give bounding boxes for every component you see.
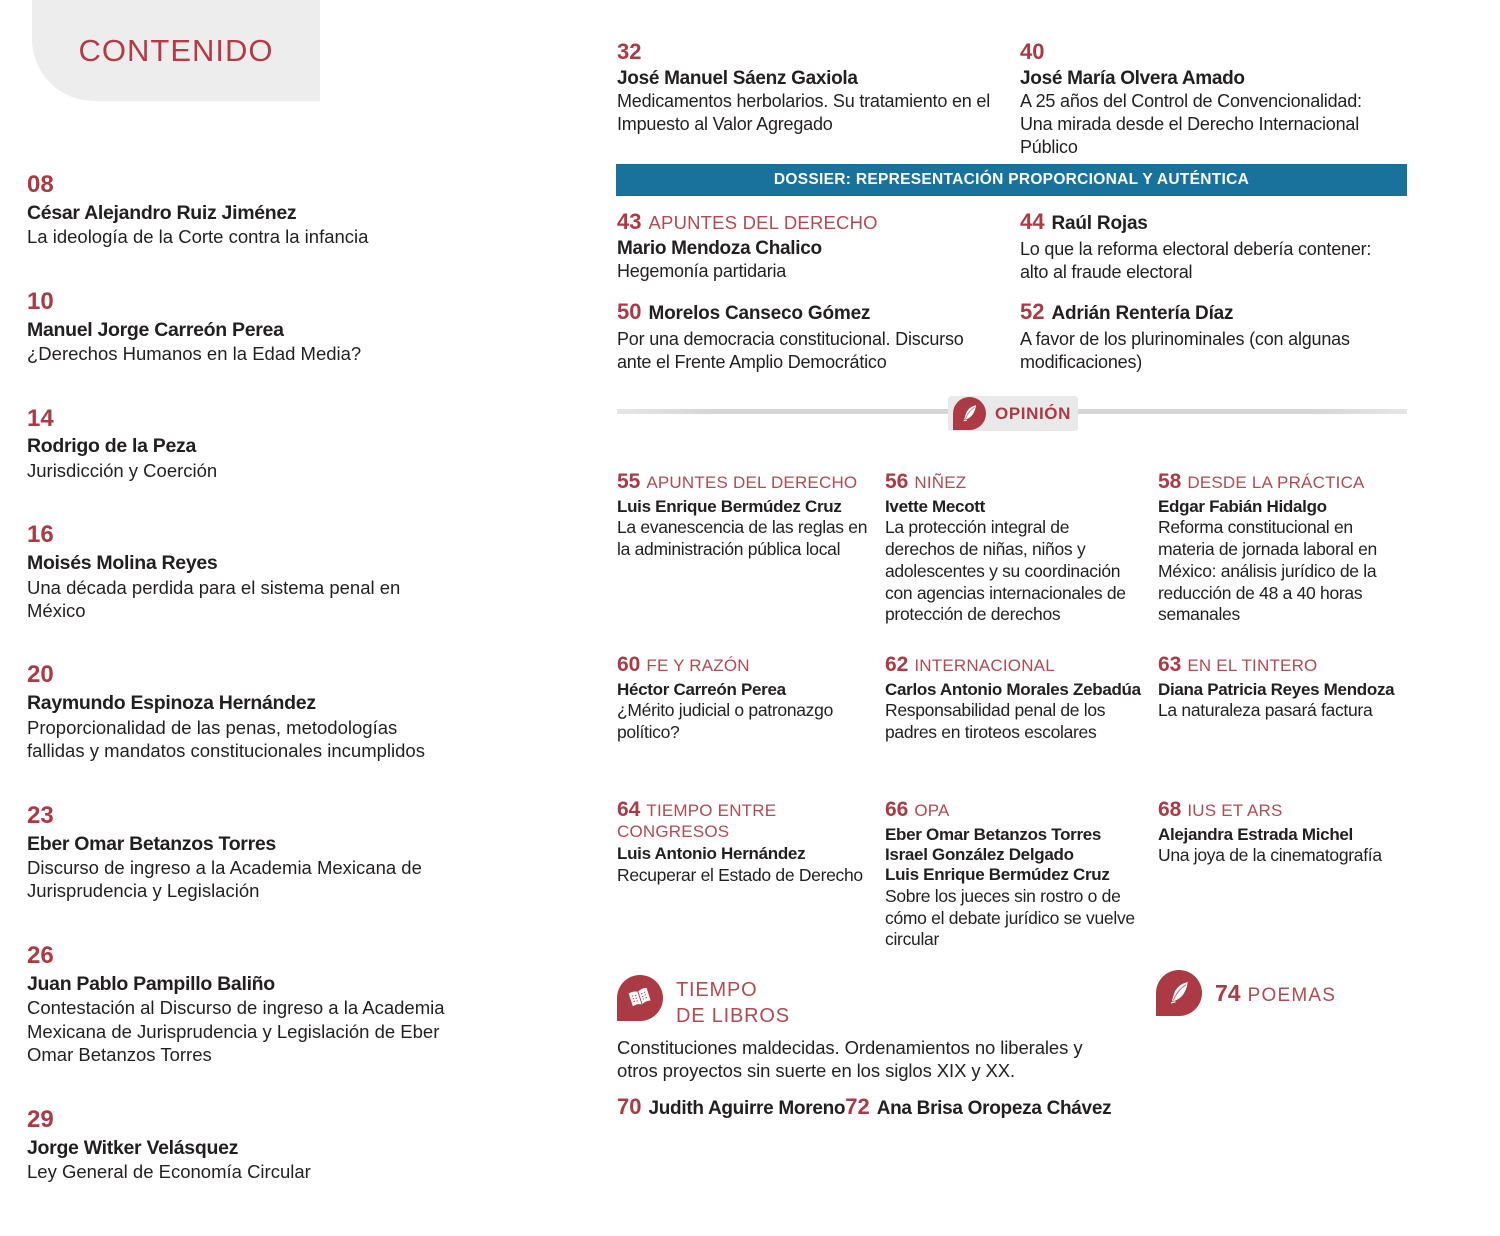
opinion-label: OPINIÓN <box>995 403 1071 423</box>
toc-entry <box>27 803 459 903</box>
opinion-row-2 <box>617 653 1412 744</box>
entry-author: Alejandra Estrada Michel <box>1158 824 1353 844</box>
entry-author: Morelos Canseco Gómez <box>648 303 871 325</box>
entry-head <box>617 653 885 677</box>
entry-head <box>1158 798 1412 822</box>
entry-author: Judith Aguirre Moreno <box>648 1097 846 1119</box>
entry-author: José María Olvera Amado <box>1020 67 1245 89</box>
section-label: IUS ET ARS <box>1187 801 1283 820</box>
entry-author: Mario Mendoza Chalico <box>617 237 822 259</box>
opinion-divider <box>948 396 1078 431</box>
page-number: 43 <box>617 209 642 234</box>
toc-entry <box>1158 470 1412 626</box>
toc-entry <box>27 172 459 249</box>
entry-author: Raymundo Espinoza Hernández <box>27 692 316 715</box>
entry-authors <box>27 435 459 458</box>
entry-author: César Alejandro Ruiz Jiménez <box>27 201 297 224</box>
section-label: TIEMPO ENTRE CONGRESOS <box>617 801 777 841</box>
entry-head <box>885 653 1158 677</box>
toc-entry <box>27 662 459 762</box>
entry-title: A 25 años del Control de Convencionalidad: Una mirada desde el Derecho Internacional Público <box>1020 91 1362 158</box>
entry-head <box>617 470 885 494</box>
header-card <box>32 0 320 101</box>
section-label: EN EL TINTERO <box>1187 656 1318 675</box>
page-number: 50 <box>617 299 642 325</box>
page-number: 14 <box>27 404 54 432</box>
entry-author: Jorge Witker Velásquez <box>27 1136 239 1159</box>
entry-author: Luis Enrique Bermúdez Cruz <box>885 865 1110 885</box>
left-column <box>27 172 459 1223</box>
entry-title: La protección integral de derechos de niñas, niños y adolescentes y su coordinación con agencias internacionales de protección de derechos <box>885 516 1126 625</box>
poems-section <box>1156 970 1426 1033</box>
entry-title: Discurso de ingreso a la Academia Mexicana de Jurisprudencia y Legislación <box>27 856 422 902</box>
entry-authors <box>27 833 459 856</box>
entry-author: Luis Antonio Hernández <box>617 844 806 864</box>
entry-authors <box>27 692 459 715</box>
entry-authors <box>27 1137 459 1160</box>
toc-entry <box>885 470 1158 626</box>
entry-author: Ivette Mecott <box>885 496 986 516</box>
toc-entry <box>27 289 459 366</box>
section-label: POEMAS <box>1247 984 1337 1006</box>
entry-author: Moisés Molina Reyes <box>27 552 218 575</box>
entry-head <box>27 1107 459 1134</box>
toc-entry <box>27 1107 459 1184</box>
books-header <box>617 975 1137 1029</box>
opinion-row-3 <box>617 798 1412 951</box>
page-title: CONTENIDO <box>78 32 274 68</box>
entry-head <box>1020 40 1407 65</box>
entry-authors <box>885 825 1158 886</box>
toc-entry <box>617 40 1020 159</box>
entry-author: Héctor Carreón Perea <box>617 679 786 699</box>
entry-authors <box>27 552 459 575</box>
entry-author: Luis Enrique Bermúdez Cruz <box>617 496 842 516</box>
page-number: 55 <box>617 470 641 493</box>
opinion-row-1 <box>617 470 1412 626</box>
entry-author: Carlos Antonio Morales Zebadúa <box>885 679 1141 699</box>
entry-author: José Manuel Sáenz Gaxiola <box>617 67 858 89</box>
page-number: 23 <box>27 801 54 829</box>
entry-author: Juan Pablo Pampillo Baliño <box>27 972 275 995</box>
entry-head <box>27 172 459 199</box>
entry-head <box>27 803 459 830</box>
section-label: NIÑEZ <box>914 473 967 492</box>
entry-title: Medicamentos herbolarios. Su tratamiento en el Impuesto al Valor Agregado <box>617 91 991 135</box>
entry-head <box>617 210 1020 235</box>
entry-title: Recuperar el Estado de Derecho <box>617 864 863 885</box>
books-description: Constituciones maldecidas. Ordenamientos no liberales y otros proyectos sin suerte en los siglos XIX y XX. <box>617 1037 1083 1082</box>
entry-title: Responsabilidad penal de los padres en tiroteos escolares <box>885 699 1106 742</box>
books-items <box>617 1094 1137 1120</box>
entry-author: Israel González Delgado <box>885 844 1074 864</box>
book-item <box>845 1094 1111 1120</box>
section-label: APUNTES DEL DERECHO <box>648 212 878 233</box>
toc-entry <box>617 470 885 626</box>
toc-entry <box>1020 40 1407 159</box>
toc-entry <box>617 798 885 951</box>
toc-entry <box>27 406 459 483</box>
toc-entry <box>617 210 1020 284</box>
section-label: APUNTES DEL DERECHO <box>646 473 858 492</box>
entry-head <box>1158 470 1412 494</box>
books-label-line2: DE LIBROS <box>676 1005 790 1027</box>
toc-entry <box>1158 653 1412 744</box>
entry-authors <box>27 202 459 225</box>
page-number: 62 <box>885 653 909 676</box>
page-number: 56 <box>885 470 909 493</box>
entry-authors <box>1158 680 1412 700</box>
entry-title: La evanescencia de las reglas en la administración pública local <box>617 516 868 559</box>
page-number: 10 <box>27 287 54 315</box>
entry-title: ¿Mérito judicial o patronazgo político? <box>617 699 833 742</box>
page-number: 58 <box>1158 470 1182 493</box>
page-number: 08 <box>27 171 54 198</box>
page-number: 20 <box>27 661 54 689</box>
entry-authors <box>1158 497 1412 517</box>
page-number: 68 <box>1158 798 1182 821</box>
entry-title: Una década perdida para el sistema penal en México <box>27 576 401 621</box>
entry-title: A favor de los plurinominales (con algunas modificaciones) <box>1020 329 1350 373</box>
entry-title: Proporcionalidad de las penas, metodologías fallidas y mandatos constitucionales incumplidos <box>27 716 425 762</box>
entry-head <box>1020 300 1407 325</box>
entry-head <box>1020 210 1407 235</box>
page-number: 52 <box>1020 299 1045 325</box>
page-number: 66 <box>885 798 909 821</box>
dossier-entries <box>617 210 1407 375</box>
toc-entry <box>27 522 459 622</box>
toc-entry <box>1158 798 1412 951</box>
entry-head <box>617 300 1020 325</box>
section-label: FE Y RAZÓN <box>646 656 750 675</box>
entry-head <box>27 943 459 970</box>
entry-authors <box>885 680 1158 700</box>
entry-title: Sobre los jueces sin rostro o de cómo el debate jurídico se vuelve circular <box>885 885 1135 950</box>
entry-author: Raúl Rojas <box>1051 213 1148 234</box>
books-label <box>676 975 790 1029</box>
entry-title: Hegemonía partidaria <box>617 261 787 282</box>
quill-icon <box>953 397 986 430</box>
page-number: 72 <box>845 1093 870 1119</box>
entry-title: Reforma constitucional en materia de jornada laboral en México: análisis jurídico de la reducción de 48 a 40 horas semanales <box>1158 516 1377 625</box>
poems-header <box>1156 970 1426 1016</box>
entry-authors <box>1158 825 1412 845</box>
entry-head <box>27 289 459 316</box>
page-number: 70 <box>617 1093 642 1119</box>
entry-authors <box>27 973 459 996</box>
entry-title: La naturaleza pasará factura <box>1158 699 1373 720</box>
page-number: 64 <box>617 798 641 821</box>
entry-authors <box>27 319 459 342</box>
books-label-line1: TIEMPO <box>676 979 758 1001</box>
entry-title: Lo que la reforma electoral debería contener: alto al fraude electoral <box>1020 238 1372 283</box>
page-number: 40 <box>1020 39 1045 64</box>
entry-title: Ley General de Economía Circular <box>27 1160 311 1182</box>
toc-entry <box>1020 300 1407 374</box>
entry-author: Diana Patricia Reyes Mendoza <box>1158 679 1395 699</box>
entry-head <box>1158 653 1412 677</box>
books-section <box>617 975 1137 1120</box>
entry-authors <box>617 68 1020 91</box>
entry-head <box>27 406 459 433</box>
book-icon <box>617 975 663 1021</box>
entry-head <box>617 798 885 841</box>
toc-entry <box>1020 210 1407 284</box>
section-label: OPA <box>914 801 950 820</box>
entry-author: Ana Brisa Oropeza Chávez <box>876 1097 1112 1119</box>
entry-head <box>27 662 459 689</box>
page-number: 32 <box>617 39 642 64</box>
page-number: 44 <box>1020 209 1045 234</box>
entry-author: Eber Omar Betanzos Torres <box>27 832 276 855</box>
entry-authors <box>617 497 885 517</box>
entry-title: Por una democracia constitucional. Discurso ante el Frente Amplio Democrático <box>617 329 964 373</box>
section-label: INTERNACIONAL <box>914 656 1055 675</box>
entry-head <box>617 40 1020 65</box>
toc-entry <box>617 300 1020 374</box>
toc-entry <box>617 653 885 744</box>
top-right-entries <box>617 40 1407 159</box>
entry-head <box>885 470 1158 494</box>
toc-entry <box>885 798 1158 951</box>
entry-title: Contestación al Discurso de ingreso a la Academia Mexicana de Jurisprudencia y Legislación de Eber Omar Betanzos Torres <box>27 997 445 1066</box>
section-label: DESDE LA PRÁCTICA <box>1187 473 1365 492</box>
entry-author: Manuel Jorge Carreón Perea <box>27 318 284 341</box>
entry-authors <box>885 497 1158 517</box>
page-number: 29 <box>27 1105 54 1133</box>
page-number: 16 <box>27 521 54 549</box>
page-number: 74 <box>1215 979 1241 1006</box>
entry-authors <box>617 844 885 864</box>
page-number: 26 <box>27 941 54 969</box>
entry-title: Una joya de la cinematografía <box>1158 844 1382 865</box>
entry-author: Rodrigo de la Peza <box>27 435 197 458</box>
toc-entry <box>885 653 1158 744</box>
toc-entry <box>27 943 459 1067</box>
entry-title: ¿Derechos Humanos en la Edad Media? <box>27 343 362 365</box>
book-item <box>617 1094 845 1120</box>
entry-author: Eber Omar Betanzos Torres <box>885 824 1102 844</box>
poems-title <box>1215 980 1336 1007</box>
entry-authors <box>1020 68 1407 91</box>
quill-icon <box>1156 970 1202 1016</box>
entry-authors <box>617 238 1020 261</box>
entry-title: Jurisdicción y Coerción <box>27 459 218 481</box>
page-number: 60 <box>617 653 641 676</box>
entry-authors <box>617 680 885 700</box>
dossier-banner: DOSSIER: REPRESENTACIÓN PROPORCIONAL Y AUTÉNTICA <box>616 164 1407 196</box>
entry-title: La ideología de la Corte contra la infancia <box>27 226 369 248</box>
entry-author: Edgar Fabián Hidalgo <box>1158 496 1327 516</box>
entry-head <box>27 522 459 549</box>
entry-head <box>885 798 1158 822</box>
entry-author: Adrián Rentería Díaz <box>1051 303 1234 325</box>
page-number: 63 <box>1158 653 1182 676</box>
